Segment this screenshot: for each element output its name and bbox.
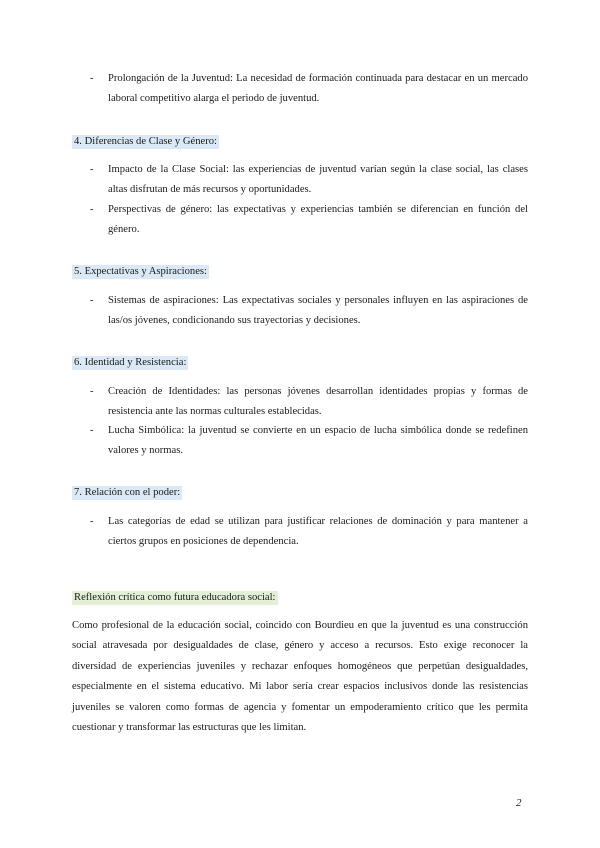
list-item-text: Sistemas de aspiraciones: Las expectativas sociales y personales influyen en las aspiraciones de las/os jóvenes, condicionando sus trayectorias y decisiones. [108,295,528,326]
list-item-text: Perspectivas de género: las expectativas y experiencias también se diferencian en función del género. [108,204,528,235]
list-item-text: Creación de Identidades: las personas jóvenes desarrollan identidades propias y formas de resistencia ante las normas culturales establecidas. [108,386,528,417]
reflection-paragraph: Como profesional de la educación social, coincido con Bourdieu en que la juventud es una construcción social atravesada por desigualdades de clase, género y acceso a recursos. Esto exige reconocer la diversidad de experiencias juveniles y rechazar enfoques homogéneos que perpetúan desigualdades, especialmente en el sistema educativo. Mi labor sería crear espacios inclusivos donde las resistencias juveniles se valoren como formas de agencia y fomentar un empoderamiento crítico que les permita cuestionar y transformar las estructuras que les limitan. [72,620,528,734]
list-item [90,200,528,240]
reflection-heading: Reflexión crítica como futura educadora social: [74,592,276,603]
bullet-dash: - [90,73,94,84]
bullet-dash: - [90,516,94,527]
list-item [90,421,528,461]
list-item-text: Impacto de la Clase Social: las experiencias de juventud varían según la clase social, las clases altas disfrutan de más recursos y oportunidades. [108,164,528,195]
list-item [90,291,528,331]
list-item [90,382,528,422]
list-item [90,160,528,200]
section-heading: 6. Identidad y Resistencia: [74,357,187,368]
bullet-dash: - [90,295,94,306]
list-item-text: Lucha Simbólica: la juventud se convierte en un espacio de lucha simbólica donde se redefinen valores y normas. [108,425,528,456]
section-heading: 7. Relación con el poder: [74,487,181,498]
list-item-text: Las categorías de edad se utilizan para justificar relaciones de dominación y para mantener a ciertos grupos en posiciones de dependencia. [108,516,528,547]
bullet-dash: - [90,204,94,215]
list-item-text: Prolongación de la Juventud: La necesidad de formación continuada para destacar en un mercado laboral competitivo alarga el periodo de juventud. [108,73,528,104]
bullet-dash: - [90,425,94,436]
section-heading: 5. Expectativas y Aspiraciones: [74,266,207,277]
list-item [90,69,528,109]
section-heading: 4. Diferencias de Clase y Género: [74,136,217,147]
bullet-dash: - [90,386,94,397]
list-item [90,512,528,552]
page-number: 2 [516,797,522,809]
bullet-dash: - [90,164,94,175]
